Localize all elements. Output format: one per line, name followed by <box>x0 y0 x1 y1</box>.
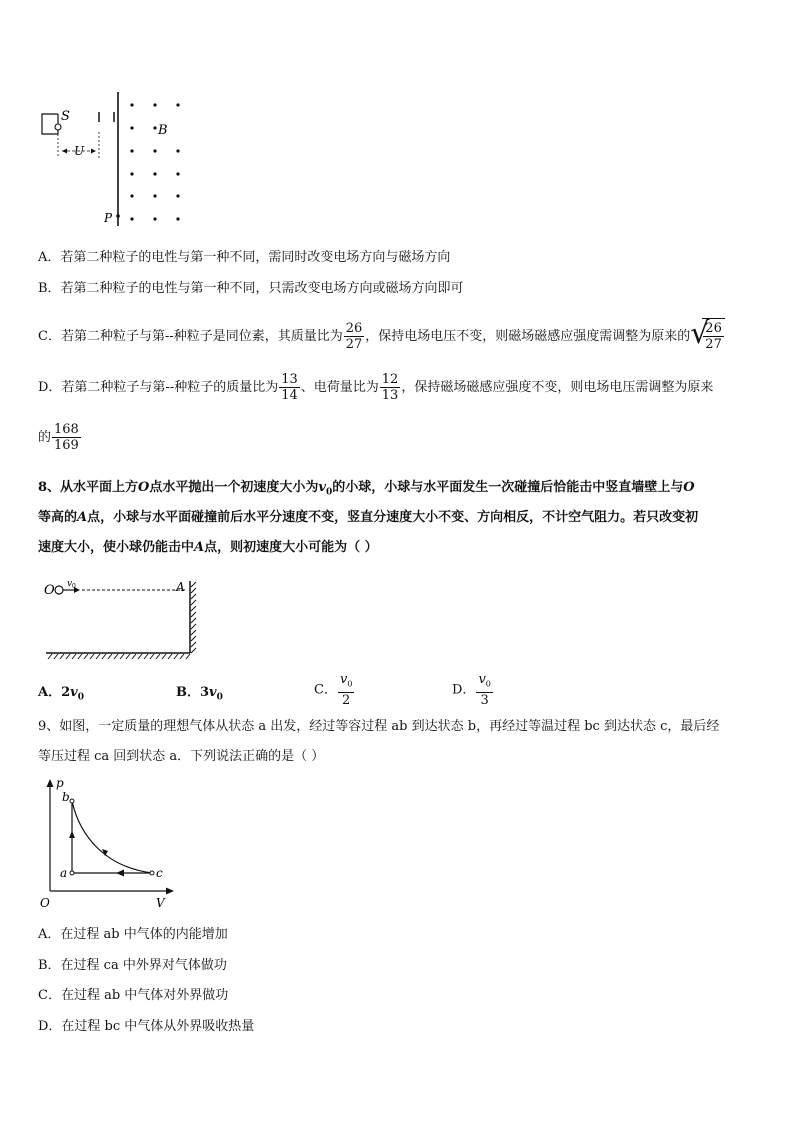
q7-c-frac-den: 27 <box>345 337 363 352</box>
q8-option-a <box>38 681 84 703</box>
q8-opt-b-coef: 3 <box>200 685 210 700</box>
q8-l3a: 速度大小，使小球仍能击中 <box>38 540 195 555</box>
field-dot <box>130 149 133 152</box>
q8-o2: O <box>683 480 695 495</box>
q7-option-d-cont <box>38 420 82 456</box>
q8-option-d <box>452 672 494 708</box>
q8-opt-d-sub: 0 <box>485 679 491 689</box>
q7-option-b: B．若第二种粒子的电性与第一种不同，只需改变电场方向或磁场方向即可 <box>38 281 464 296</box>
q7-c-pre: C．若第二种粒子与第--种粒子是同位素，其质量比为 <box>38 329 343 344</box>
field-dot <box>153 103 156 106</box>
q8-l2a: 等高的 <box>38 510 78 525</box>
state-a-dot <box>70 871 74 875</box>
label-U: U <box>74 144 85 158</box>
q8-opt-a-label: A． <box>38 685 62 700</box>
fig-label-v-sub: 0 <box>72 583 76 590</box>
q7-d-mid: 、电荷量比为 <box>300 380 379 395</box>
q7-c-sqrt-den: 27 <box>705 337 722 352</box>
q8-l2b: 点，小球与水平面碰撞前后水平分速度不变，竖直分速度大小不变、方向相反，不计空气阻力。若只改变初 <box>87 510 699 525</box>
field-dot <box>130 194 133 197</box>
field-dot <box>176 172 179 175</box>
label-B: B <box>158 123 168 138</box>
state-label-b: b <box>62 790 70 804</box>
q8-opt-b-label: B． <box>176 685 200 700</box>
field-dot <box>153 172 156 175</box>
q7-d-f3-den: 169 <box>54 438 79 453</box>
field-dot <box>153 194 156 197</box>
q8-l3b: 点，则初速度大小可能为（ ） <box>204 540 378 555</box>
q8-opt-a-sub: 0 <box>77 692 84 703</box>
q7-c-sqrt-num: 26 <box>705 321 722 336</box>
state-label-c: c <box>156 866 163 880</box>
q8-o1: O <box>138 480 150 495</box>
state-label-a: a <box>60 866 68 880</box>
fig-label-A: A <box>176 580 185 594</box>
q7-d-answer-fraction <box>52 422 81 453</box>
q7-d-charge-fraction <box>380 372 401 403</box>
state-b-dot <box>70 799 74 803</box>
q8-line-2 <box>38 508 698 528</box>
field-dot <box>176 194 179 197</box>
field-dot <box>153 149 156 152</box>
q8-opt-b-v: v <box>209 685 217 700</box>
point-p-dot <box>116 214 120 218</box>
q8-option-c <box>314 672 355 708</box>
field-dot <box>153 126 156 129</box>
axis-label-V: V <box>156 896 165 910</box>
q8-opt-c-den: 2 <box>342 692 351 708</box>
field-dot <box>176 217 179 220</box>
q7-d-f2-num: 12 <box>381 372 399 387</box>
q9-option-a: A．在过程 ab 中气体的内能增加 <box>38 927 228 942</box>
q7-d-f1-num: 13 <box>281 372 298 387</box>
q8-a1: A <box>77 510 88 525</box>
q8-opt-c-sub: 0 <box>347 679 353 689</box>
q9-option-c: C．在过程 ab 中气体对外界做功 <box>38 988 229 1003</box>
q8-opt-a-v: v <box>70 685 78 700</box>
q8-opt-d-label: D． <box>452 682 476 698</box>
q9-line-2: 等压过程 ca 回到状态 a．下列说法正确的是（ ） <box>38 749 325 764</box>
q7-d-mass-fraction <box>279 372 300 403</box>
q8-l1a: 8、从水平面上方 <box>38 480 139 495</box>
q8-opt-a-coef: 2 <box>61 685 71 700</box>
q7-d-tail: 的 <box>38 430 52 445</box>
q7-d-post: ，保持磁场磁感应强度不变，则电场电压需调整为原来 <box>401 380 714 395</box>
q7-d-f1-den: 14 <box>281 388 298 403</box>
axis-label-O: O <box>40 896 50 910</box>
q8-opt-c-v: v <box>339 672 348 687</box>
q8-opt-d-den: 3 <box>480 692 489 708</box>
q7-c-fraction <box>344 321 365 352</box>
q7-c-frac-num: 26 <box>345 321 363 336</box>
field-dot <box>130 103 133 106</box>
fig-label-O: O <box>44 583 55 598</box>
q8-l1c: 的小球，小球与水平面发生一次碰撞后恰能击中竖直墙壁上与 <box>332 480 684 495</box>
q7-d-pre: D．若第二种粒子与第--种粒子的质量比为 <box>38 380 279 395</box>
q8-v0-sub: 0 <box>325 487 333 498</box>
projectile-wall-figure <box>40 575 210 665</box>
q8-a2: A <box>194 540 205 555</box>
q8-l1b: 点水平抛出一个初速度大小为 <box>149 480 319 495</box>
q9-option-d: D．在过程 bc 中气体从外界吸收热量 <box>38 1019 255 1034</box>
q9-line-1: 9、如图，一定质量的理想气体从状态 a 出发，经过等容过程 ab 到达状态 b，再经过等温过程 bc 到达状态 c，最后经 <box>38 719 720 734</box>
pv-diagram-figure <box>36 775 186 913</box>
q8-line-1 <box>38 478 695 503</box>
q7-option-d <box>38 370 713 406</box>
axis-label-p: p <box>56 776 64 790</box>
q8-v0: v <box>318 480 326 495</box>
label-P: P <box>104 211 113 225</box>
q8-opt-d-v: v <box>478 672 486 687</box>
fig-label-v: v <box>67 579 73 589</box>
q8-option-b <box>176 681 223 703</box>
field-dot <box>130 126 133 129</box>
q7-c-sqrt: √ $\frac{26}{27}$ <box>690 318 725 355</box>
q8-opt-b-sub: 0 <box>216 692 223 703</box>
field-dot <box>130 217 133 220</box>
state-c-dot <box>150 871 154 875</box>
q8-line-3 <box>38 538 378 558</box>
q9-option-b: B．在过程 ca 中外界对气体做功 <box>38 958 227 973</box>
q7-c-mid: ，保持电场电压不变，则磁场磁感应强度需调整为原来的 <box>365 329 691 344</box>
ball-icon <box>55 586 63 594</box>
field-dot <box>176 149 179 152</box>
q7-d-f3-num: 168 <box>54 422 79 437</box>
q7-option-c <box>38 318 725 355</box>
velocity-selector-figure <box>36 88 196 228</box>
field-dot <box>153 217 156 220</box>
label-S: S <box>61 109 70 124</box>
q7-d-f2-den: 13 <box>381 388 399 403</box>
field-dot <box>176 103 179 106</box>
field-dot <box>130 172 133 175</box>
q8-opt-c-label: C． <box>314 682 337 698</box>
q7-option-a: A．若第二种粒子的电性与第一种不同，需同时改变电场方向与磁场方向 <box>38 250 451 265</box>
